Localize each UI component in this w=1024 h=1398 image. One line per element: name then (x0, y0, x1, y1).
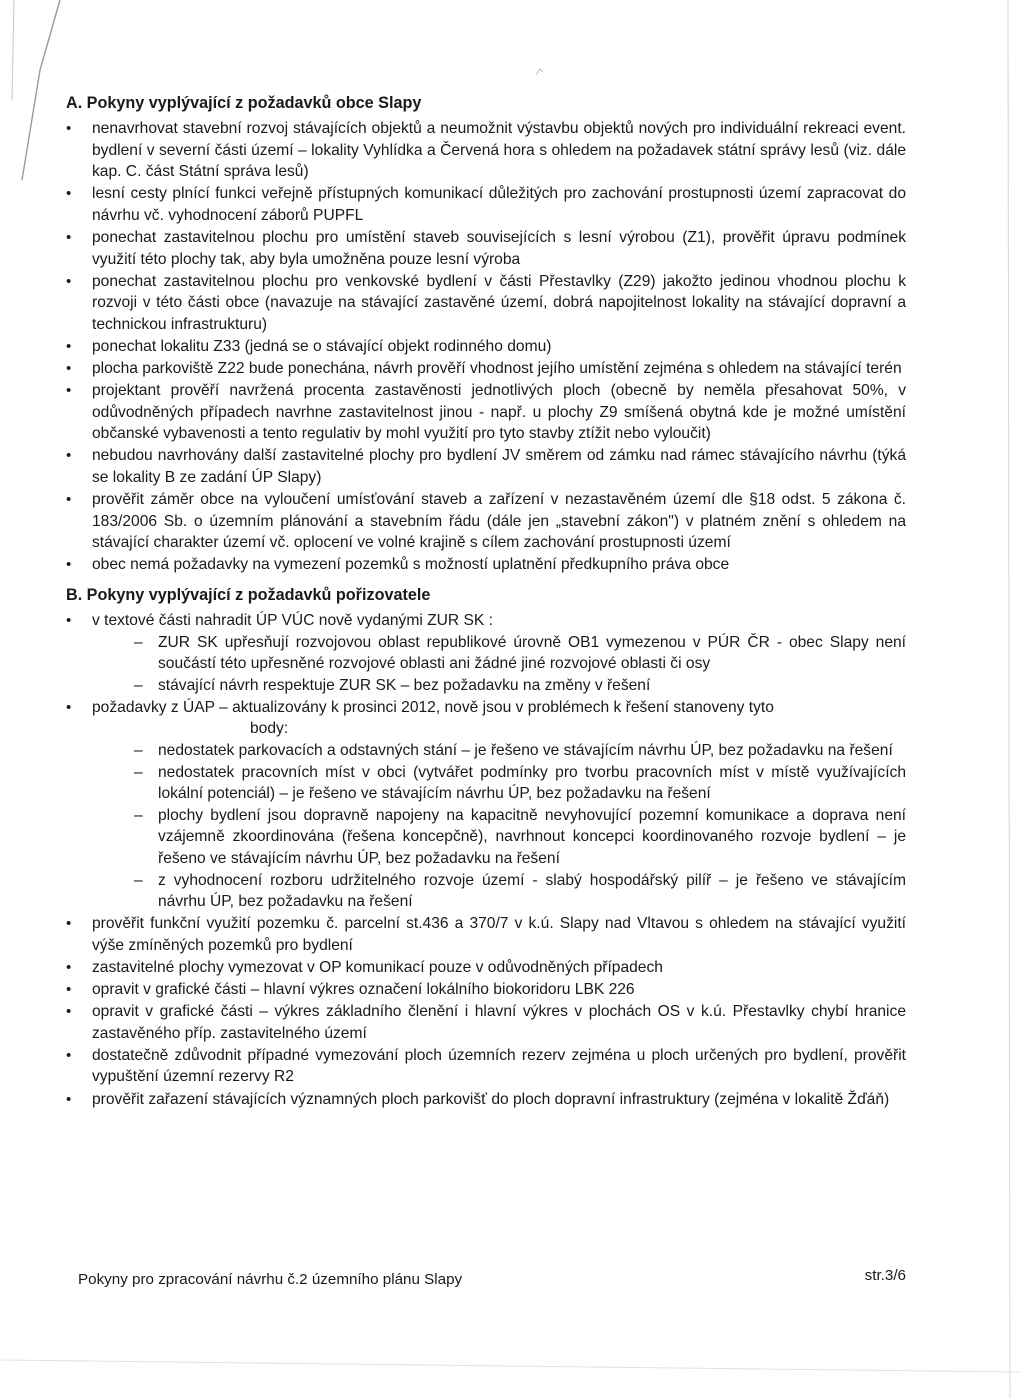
page-number: str.3/6 (864, 1267, 906, 1284)
list-item: • ponechat lokalitu Z33 (jedná se o stávající objekt rodinného domu) (80, 336, 906, 358)
list-item: • ponechat zastavitelnou plochu pro venkovské bydlení v části Přestavlky (Z29) jakožto jedinou vhodnou plochu k rozvoji v této části obce (navazuje na stávající zastavěné území, dobrá napojitelnost lokality na stávající dopravní a technickou infrastrukturu) (80, 271, 906, 336)
list-item: • dostatečně zdůvodnit případné vymezování ploch územních rezerv zejména u ploch určených pro bydlení, prověřit vypuštění územní rezervy R2 (80, 1045, 906, 1088)
list-item: • obec nemá požadavky na vymezení pozemků s možností uplatnění předkupního práva obce (80, 554, 906, 576)
list-item: • lesní cesty plnící funkci veřejně přístupných komunikací důležitých pro zachování prostupnosti území zapracovat do návrhu vč. vyhodnocení záborů PUPFL (80, 183, 906, 226)
list-item-text: požadavky z ÚAP – aktualizovány k prosinci 2012, nově jsou v problémech k řešení stanoveny tyto (92, 698, 774, 716)
sub-list (134, 740, 906, 913)
list-item: • ponechat zastavitelnou plochu pro umístění staveb souvisejících s lesní výrobou (Z1), prověřit úpravu podmínek využití této plochy tak, aby byla umožněna pouze lesní výroba (80, 227, 906, 270)
section-a-heading: A. Pokyny vyplývající z požadavků obce Slapy (66, 94, 422, 112)
list-item: • nenavrhovat stavební rozvoj stávajících objektů a neumožnit výstavbu objektů nových pro individuální rekreaci event. bydlení v severní části území – lokality Vyhlídka a Červená hora s ohledem na požadavek státní správy lesů (viz. dále kap. C. část Státní správa lesů) (80, 118, 906, 183)
list-item: • prověřit zařazení stávajících významných ploch parkovišť do ploch dopravní infrastruktury (zejména v lokalitě Žďáň) (80, 1089, 906, 1111)
list-item: • prověřit funkční využití pozemku č. parcelní st.436 a 370/7 v k.ú. Slapy nad Vltavou s ohledem na stávající využití výše zmíněných pozemků pro bydlení (80, 913, 906, 956)
list-item (80, 610, 906, 696)
list-item: • opravit v grafické části – hlavní výkres označení lokálního biokoridoru LBK 226 (80, 979, 906, 1001)
section-b-list (80, 610, 906, 1110)
sub-list-item: – z vyhodnocení rozboru udržitelného rozvoje území - slabý hospodářský pilíř – je řešeno ve stávajícím návrhu ÚP, bez požadavku na řešení (134, 870, 906, 913)
document-page (66, 92, 906, 1111)
sub-list-item: – stávající návrh respektuje ZUR SK – bez požadavku na změny v řešení (134, 675, 906, 697)
sub-list (134, 632, 906, 697)
list-item: • plocha parkoviště Z22 bude ponechána, návrh prověří vhodnost jejího umístění zejména s ohledem na stávající terén (80, 358, 906, 380)
footer-title: Pokyny pro zpracování návrhu č.2 územního plánu Slapy (78, 1271, 463, 1288)
list-item: • opravit v grafické části – výkres základního členění i hlavní výkres v plochách OS v k.ú. Přestavlky chybí hranice zastavěného příp. zastavitelného území (80, 1001, 906, 1044)
section-b-heading: B. Pokyny vyplývající z požadavků pořizovatele (66, 585, 431, 604)
sub-list-item: – nedostatek pracovních míst v obci (vytvářet podmínky pro tvorbu pracovních míst v místě využívajících lokální potenciál) – je řešeno ve stávajícím návrhu ÚP, bez požadavku na řešení (134, 762, 906, 805)
list-item: • nebudou navrhovány další zastavitelné plochy pro bydlení JV směrem od zámku nad rámec stávajícího návrhu (týká se lokality B ze zadání ÚP Slapy) (80, 445, 906, 488)
list-item-text-continuation: body: (250, 720, 289, 738)
list-item: • prověřit záměr obce na vyloučení umísťování staveb a zařízení v nezastavěném území dle §18 odst. 5 zákona č. 183/2006 Sb. o územním plánování a stavebním řádu (dále jen „stavební zákon") v platném znění s ohledem na stávající charakter území vč. oplocení ve volné krajině s cílem zachování prostupnosti území (80, 489, 906, 554)
sub-list-item: – plochy bydlení jsou dopravně napojeny na kapacitně nevyhovující pozemní komunikace a doprava není vzájemně zkoordinována (řešena koncepčně), navrhnout koncepci koordinovaného rozvoje bydlení – je řešeno ve stávajícím návrhu ÚP, bez požadavku na řešení (134, 805, 906, 870)
list-item: • zastavitelné plochy vymezovat v OP komunikací pouze v odůvodněných případech (80, 957, 906, 979)
list-item: • projektant prověří navržená procenta zastavěnosti jednotlivých ploch (obecně by neměla přesahovat 50%, v odůvodněných případech navrhne zastavitelnost jinou - např. u plochy Z9 smíšená obytná kde je možné umístění občanské vybavenosti a tento regulativ by mohl využití pro tyto stavby ztížit nebo vyloučit) (80, 380, 906, 445)
sub-list-item: – ZUR SK upřesňují rozvojovou oblast republikové úrovně OB1 vymezenou v PÚR ČR - obec Slapy není součástí této upřesněné rozvojové oblasti ani žádné jiné rozvojové oblasti či osy (134, 632, 906, 675)
list-item-text: v textové části nahradit ÚP VÚC nově vydanými ZUR SK : (92, 611, 493, 629)
section-a-list (80, 118, 906, 576)
list-item (80, 697, 906, 913)
sub-list-item: – nedostatek parkovacích a odstavných stání – je řešeno ve stávajícím návrhu ÚP, bez požadavku na řešení (134, 740, 906, 762)
